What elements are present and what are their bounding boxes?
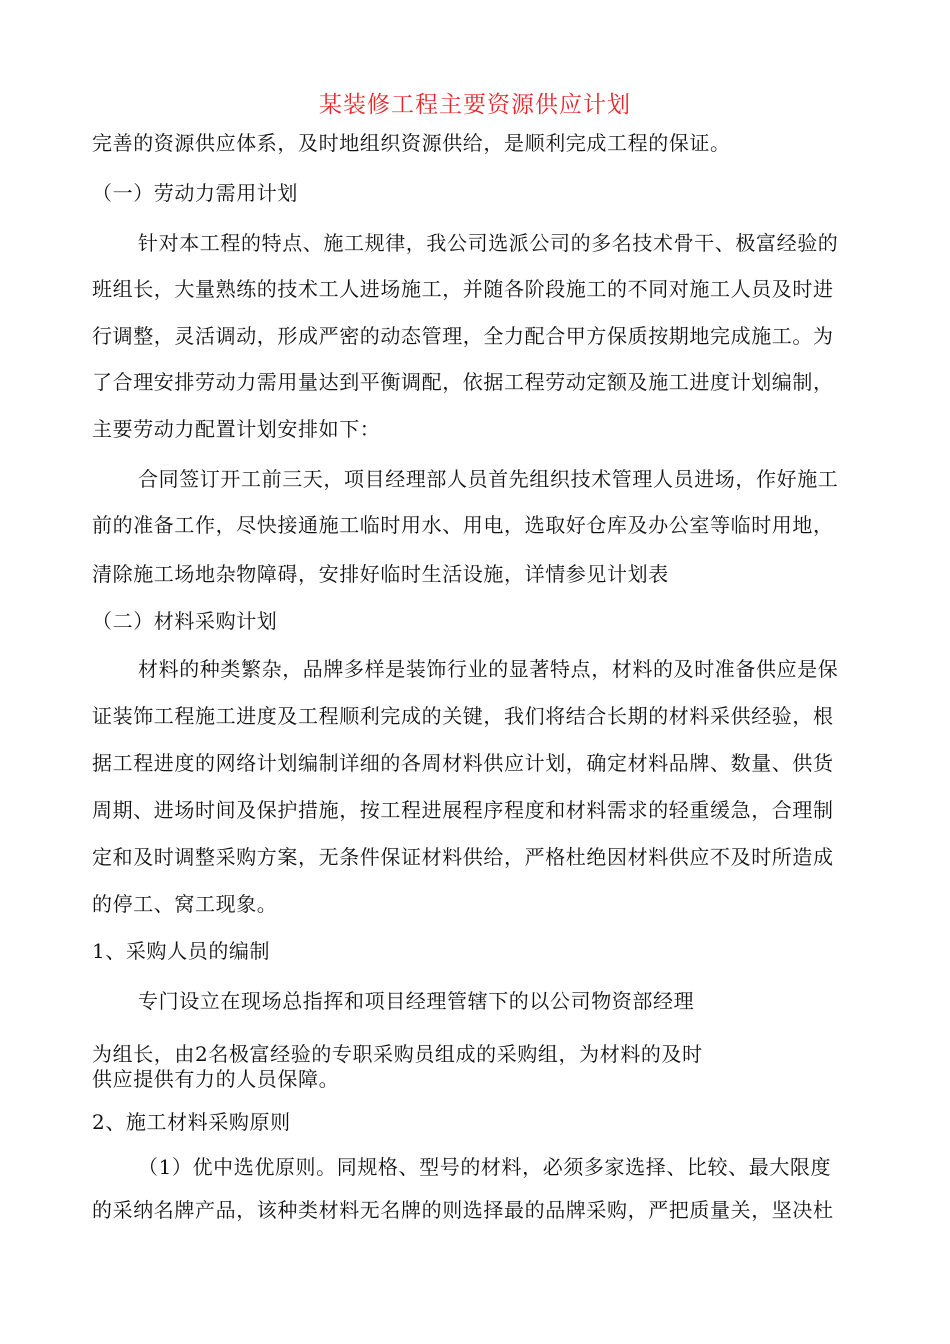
paragraph-line: 为组长，由2名极富经验的专职采购员组成的采购组，为材料的及时 [92,1042,703,1066]
paragraph-line: 清除施工场地杂物障碍，安排好临时生活设施，详情参见计划表 [92,562,669,586]
paragraph-line: 供应提供有力的人员保障。 [92,1067,340,1091]
paragraph-line: 班组长，大量熟练的技术工人进场施工，并随各阶段施工的不同对施工人员及时进 [92,277,834,301]
paragraph-line: 材料的种类繁杂，品牌多样是装饰行业的显著特点，材料的及时准备供应是保 [138,657,839,681]
intro-paragraph: 完善的资源供应体系，及时地组织资源供给，是顺利完成工程的保证。 [92,131,731,155]
paragraph-line: 行调整，灵活调动，形成严密的动态管理，全力配合甲方保质按期地完成施工。为 [92,324,834,348]
paragraph-line: 据工程进度的网络计划编制详细的各周材料供应计划，确定材料品牌、数量、供货 [92,751,834,775]
paragraph-line: 了合理安排劳动力需用量达到平衡调配，依据工程劳动定额及施工进度计划编制， [92,370,834,394]
paragraph-line: 合同签订开工前三天，项目经理部人员首先组织技术管理人员进场，作好施工 [138,467,839,491]
paragraph-line: 定和及时调整采购方案，无条件保证材料供给，严格杜绝因材料供应不及时所造成 [92,845,834,869]
paragraph-line: 证装饰工程施工进度及工程顺利完成的关键，我们将结合长期的材料采供经验，根 [92,704,834,728]
paragraph-line: 主要劳动力配置计划安排如下： [92,417,381,441]
paragraph-line: 的停工、窝工现象。 [92,892,278,916]
subsection-heading-purchasing-staff: 1、采购人员的编制 [92,939,271,963]
paragraph-line: （1）优中选优原则。同规格、型号的材料，必须多家选择、比较、最大限度 [138,1155,832,1179]
subsection-heading-purchasing-principles: 2、施工材料采购原则 [92,1110,291,1134]
section-heading-materials: （二）材料采购计划 [92,609,278,633]
paragraph-line: 周期、进场时间及保护措施，按工程进展程序程度和材料需求的轻重缓急，合理制 [92,798,834,822]
document-title: 某装修工程主要资源供应计划 [319,92,631,118]
paragraph-line: 的采纳名牌产品，该种类材料无名牌的则选择最的品牌采购，严把质量关，坚决杜 [92,1198,834,1222]
paragraph-line: 前的准备工作，尽快接通施工临时用水、用电，选取好仓库及办公室等临时用地， [92,513,834,537]
section-heading-labor: （一）劳动力需用计划 [92,181,298,205]
paragraph-line: 专门设立在现场总指挥和项目经理管辖下的以公司物资部经理 [138,989,695,1013]
paragraph-line: 针对本工程的特点、施工规律，我公司选派公司的多名技术骨干、极富经验的 [138,231,839,255]
